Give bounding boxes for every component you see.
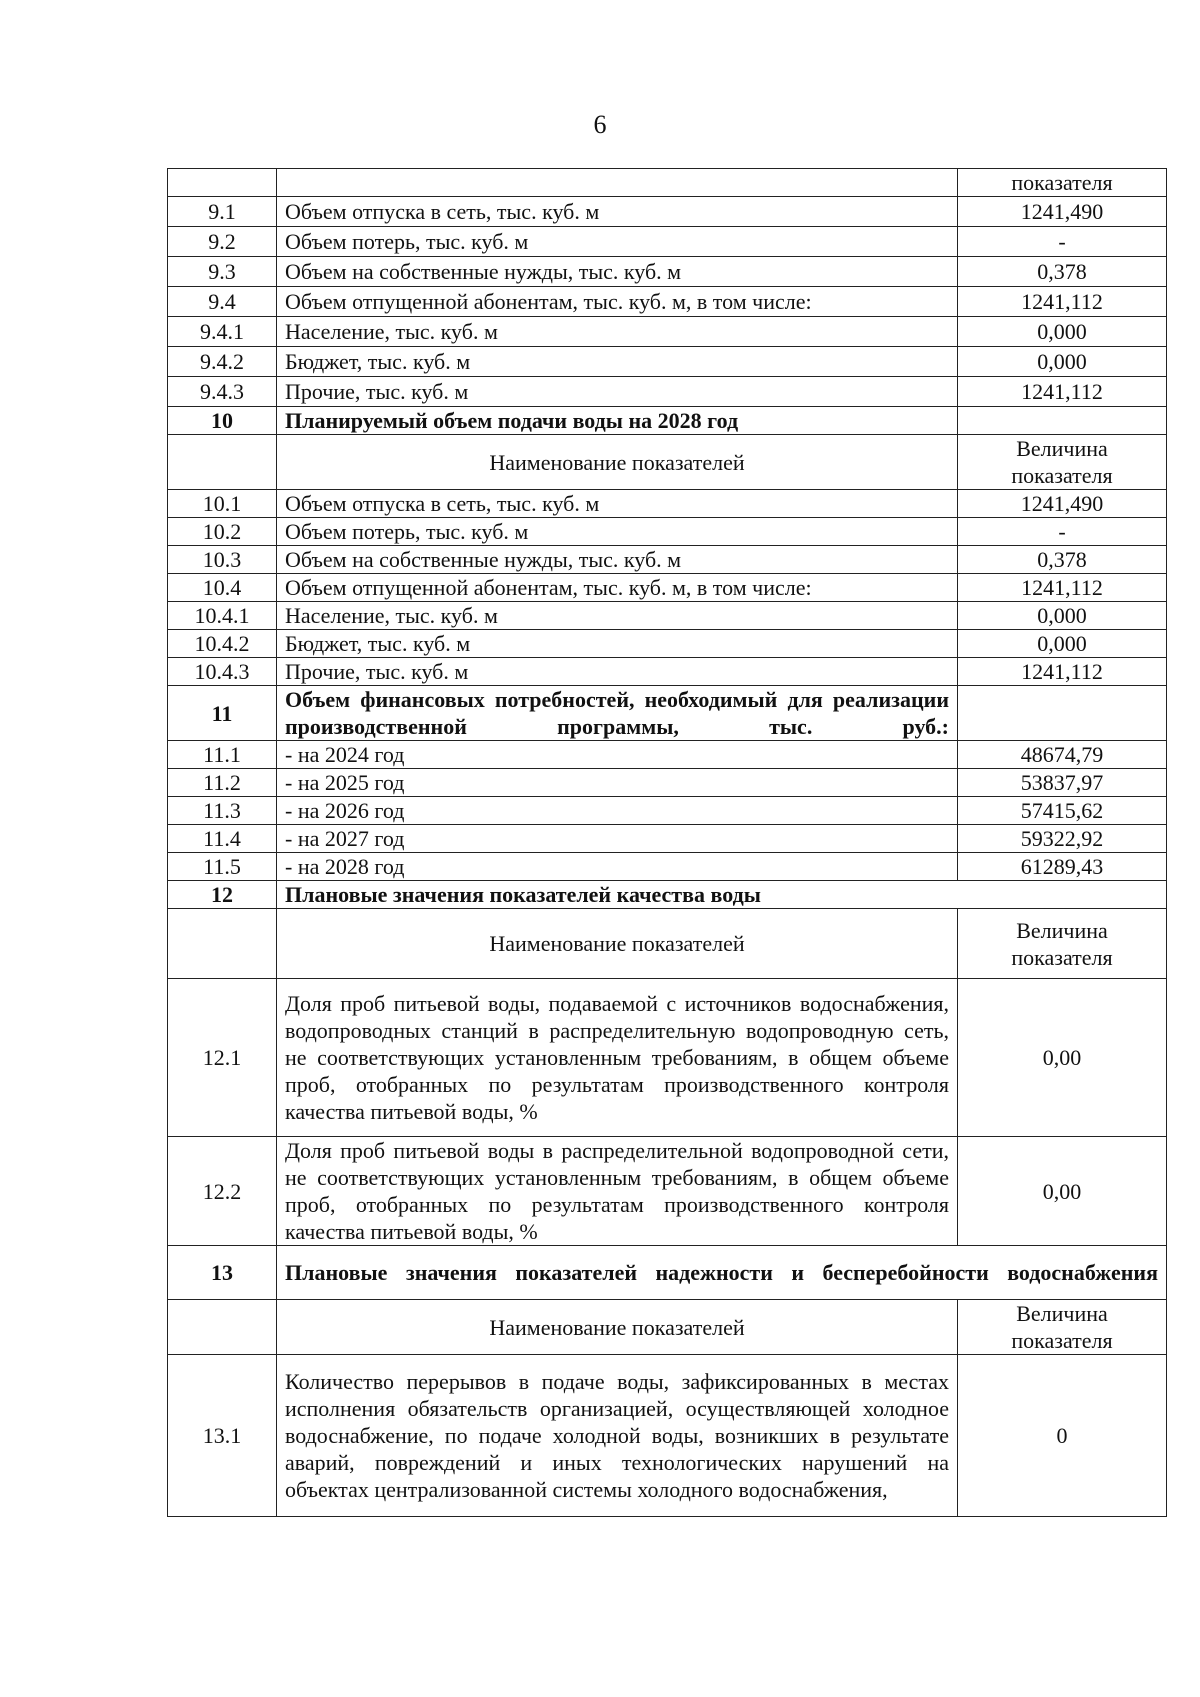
row-number: 10.2 <box>168 518 277 546</box>
section-empty-cell <box>958 686 1167 741</box>
indicator-name: Население, тыс. куб. м <box>277 317 958 347</box>
table-row <box>168 317 1167 347</box>
row-number: 9.4.2 <box>168 347 277 377</box>
table-row <box>168 518 1167 546</box>
row-number: 9.4 <box>168 287 277 317</box>
page-number: 6 <box>593 110 607 139</box>
indicator-name: Бюджет, тыс. куб. м <box>277 630 958 658</box>
indicator-name: Количество перерывов в подаче воды, зафиксированных в местах исполнения обязательств организацией, осуществляющей холодное водоснабжение, по подаче холодной воды, возникших в результате аварий, повреждений и иных технологических нарушений на объектах централизованной системы холодного водоснабжения, <box>277 1355 958 1517</box>
indicator-value: 0,000 <box>958 317 1167 347</box>
header-value-label: показателя <box>958 169 1167 197</box>
column-header-num <box>168 435 277 490</box>
indicator-value: 57415,62 <box>958 797 1167 825</box>
indicators-table <box>167 168 1167 1517</box>
table-row <box>168 797 1167 825</box>
indicator-value: 59322,92 <box>958 825 1167 853</box>
section-title-row <box>168 1246 1167 1300</box>
indicator-value: 0,378 <box>958 546 1167 574</box>
header-num-cell <box>168 169 277 197</box>
table-row <box>168 979 1167 1137</box>
row-number: 11.1 <box>168 741 277 769</box>
indicator-value: 61289,43 <box>958 853 1167 881</box>
indicator-value: 0 <box>958 1355 1167 1517</box>
section-title: Планируемый объем подачи воды на 2028 год <box>277 407 958 435</box>
column-header-num <box>168 909 277 979</box>
indicator-value: 0,00 <box>958 1137 1167 1246</box>
indicator-name: Объем отпущенной абонентам, тыс. куб. м, в том числе: <box>277 287 958 317</box>
indicator-name: Доля проб питьевой воды, подаваемой с источников водоснабжения, водопроводных станций в распределительную водопроводную сеть, не соответствующих установленным требованиям, в общем объеме проб, отобранных по результатам производственного контроля качества питьевой воды, % <box>277 979 958 1137</box>
column-header-row <box>168 435 1167 490</box>
row-number: 11.4 <box>168 825 277 853</box>
section-number: 11 <box>168 686 277 741</box>
column-header-name: Наименование показателей <box>277 1300 958 1355</box>
section-number: 13 <box>168 1246 277 1300</box>
indicator-name: Объем потерь, тыс. куб. м <box>277 227 958 257</box>
row-number: 13.1 <box>168 1355 277 1517</box>
table-row <box>168 853 1167 881</box>
indicator-name: Население, тыс. куб. м <box>277 602 958 630</box>
column-header-value-line2: показателя <box>1011 463 1113 488</box>
section-number: 10 <box>168 407 277 435</box>
table-row <box>168 287 1167 317</box>
section-number: 12 <box>168 881 277 909</box>
row-number: 12.2 <box>168 1137 277 1246</box>
table-row <box>168 377 1167 407</box>
row-number: 9.3 <box>168 257 277 287</box>
indicator-value: 1241,112 <box>958 287 1167 317</box>
indicator-value: - <box>958 518 1167 546</box>
table-row <box>168 630 1167 658</box>
table-row <box>168 1137 1167 1246</box>
indicator-name: - на 2024 год <box>277 741 958 769</box>
section-title-row <box>168 881 1167 909</box>
column-header-row <box>168 1300 1167 1355</box>
table-row <box>168 490 1167 518</box>
indicator-name: Прочие, тыс. куб. м <box>277 658 958 686</box>
column-header-value-line1: Величина <box>1016 1301 1108 1326</box>
column-header-value-line1: Величина <box>1016 917 1108 943</box>
indicator-value: 1241,112 <box>958 658 1167 686</box>
row-number: 9.4.1 <box>168 317 277 347</box>
section-title-row <box>168 407 1167 435</box>
indicator-name: Доля проб питьевой воды в распределительной водопроводной сети, не соответствующих установленным требованиям, в общем объеме проб, отобранных по результатам производственного контроля качества питьевой воды, % <box>277 1137 958 1246</box>
row-number: 10.4 <box>168 574 277 602</box>
indicator-value: 1241,490 <box>958 197 1167 227</box>
indicator-name: - на 2027 год <box>277 825 958 853</box>
column-header-row <box>168 909 1167 979</box>
indicator-name: Объем потерь, тыс. куб. м <box>277 518 958 546</box>
row-number: 9.1 <box>168 197 277 227</box>
indicator-value: 1241,112 <box>958 377 1167 407</box>
column-header-name: Наименование показателей <box>277 435 958 490</box>
indicator-value: 48674,79 <box>958 741 1167 769</box>
table-row <box>168 1355 1167 1517</box>
row-number: 10.3 <box>168 546 277 574</box>
indicator-value: - <box>958 227 1167 257</box>
indicator-name: Объем на собственные нужды, тыс. куб. м <box>277 257 958 287</box>
row-number: 9.2 <box>168 227 277 257</box>
column-header-value-line2: показателя <box>1011 1328 1113 1353</box>
section-empty-cell <box>958 407 1167 435</box>
indicator-name: - на 2028 год <box>277 853 958 881</box>
row-number: 11.3 <box>168 797 277 825</box>
indicator-value: 0,000 <box>958 602 1167 630</box>
column-header-value <box>958 435 1167 490</box>
header-name-cell <box>277 169 958 197</box>
column-header-value-line2: показателя <box>1011 944 1113 970</box>
indicator-name: Бюджет, тыс. куб. м <box>277 347 958 377</box>
indicator-value: 0,000 <box>958 630 1167 658</box>
indicator-value: 1241,112 <box>958 574 1167 602</box>
indicator-value: 0,00 <box>958 979 1167 1137</box>
indicator-name: - на 2025 год <box>277 769 958 797</box>
table-row <box>168 825 1167 853</box>
indicator-value: 0,000 <box>958 347 1167 377</box>
section-title: Объем финансовых потребностей, необходимый для реализации производственной программы, тыс. руб.: <box>277 686 958 741</box>
row-number: 12.1 <box>168 979 277 1137</box>
table-row <box>168 347 1167 377</box>
table-row <box>168 227 1167 257</box>
table-row <box>168 546 1167 574</box>
table-row <box>168 602 1167 630</box>
indicator-name: Прочие, тыс. куб. м <box>277 377 958 407</box>
indicator-value: 0,378 <box>958 257 1167 287</box>
row-number: 11.5 <box>168 853 277 881</box>
indicator-value: 1241,490 <box>958 490 1167 518</box>
indicator-name: Объем отпуска в сеть, тыс. куб. м <box>277 490 958 518</box>
row-number: 10.4.1 <box>168 602 277 630</box>
row-number: 10.4.3 <box>168 658 277 686</box>
table-row <box>168 658 1167 686</box>
section-title-row <box>168 686 1167 741</box>
table-row <box>168 257 1167 287</box>
table-row <box>168 574 1167 602</box>
column-header-value <box>958 909 1167 979</box>
indicator-name: Объем отпуска в сеть, тыс. куб. м <box>277 197 958 227</box>
row-number: 9.4.3 <box>168 377 277 407</box>
indicator-name: - на 2026 год <box>277 797 958 825</box>
table-row <box>168 197 1167 227</box>
section-title: Плановые значения показателей надежности и бесперебойности водоснабжения <box>277 1246 1167 1300</box>
indicators-table-body <box>168 169 1167 1517</box>
column-header-value-line1: Величина <box>1016 436 1108 461</box>
indicator-name: Объем отпущенной абонентам, тыс. куб. м, в том числе: <box>277 574 958 602</box>
column-header-value <box>958 1300 1167 1355</box>
column-header-num <box>168 1300 277 1355</box>
table-header-continuation <box>168 169 1167 197</box>
row-number: 10.4.2 <box>168 630 277 658</box>
row-number: 11.2 <box>168 769 277 797</box>
column-header-name: Наименование показателей <box>277 909 958 979</box>
indicator-value: 53837,97 <box>958 769 1167 797</box>
section-title: Плановые значения показателей качества воды <box>277 881 1167 909</box>
table-row <box>168 741 1167 769</box>
table-row <box>168 769 1167 797</box>
indicator-name: Объем на собственные нужды, тыс. куб. м <box>277 546 958 574</box>
row-number: 10.1 <box>168 490 277 518</box>
